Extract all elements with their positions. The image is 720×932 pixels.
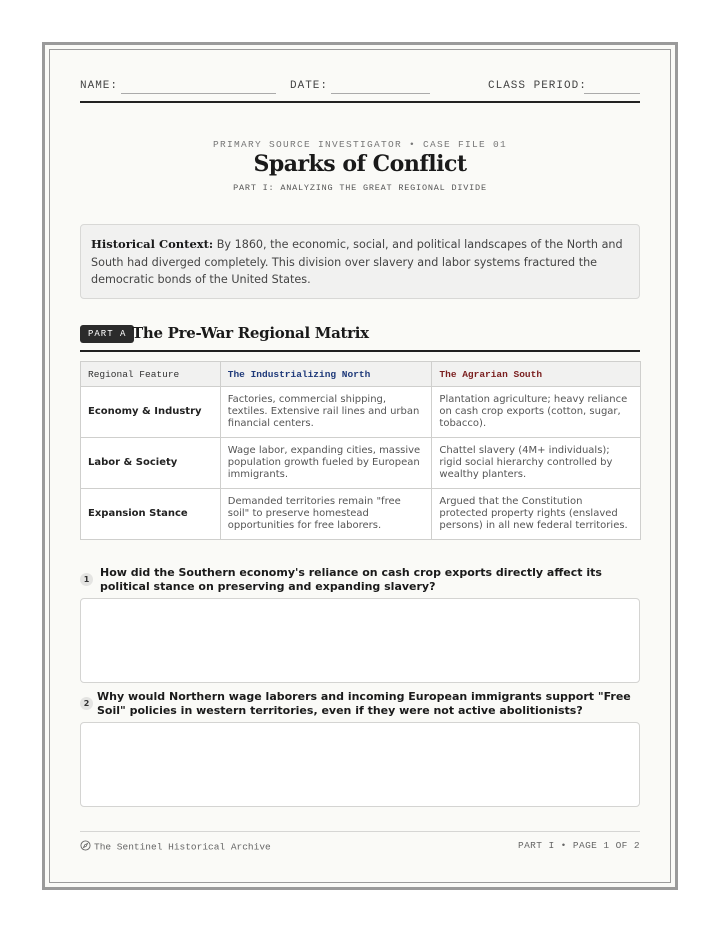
historical-context-box xyxy=(80,224,640,299)
column-header-north: The Industrializing North xyxy=(220,362,432,387)
context-text: By 1860, the economic, social, and political landscapes of the North and South had diverged completely. This division over slavery and labor systems fractured the democratic bonds of the United States. xyxy=(91,238,623,286)
footer-page-number: PART I • PAGE 1 OF 2 xyxy=(517,840,640,851)
class-period-field[interactable] xyxy=(584,93,640,94)
question-1 xyxy=(80,566,640,596)
row-north-cell: Demanded territories remain "free soil" to preserve homestead opportunities for free laborers. xyxy=(220,489,432,540)
row-feature: Labor & Society xyxy=(81,438,221,489)
table-row xyxy=(81,438,641,489)
footer-archive xyxy=(80,840,271,854)
table-row xyxy=(81,387,641,438)
case-file-eyebrow: PRIMARY SOURCE INVESTIGATOR • CASE FILE 01 xyxy=(212,139,508,150)
question-number-badge: 1 xyxy=(80,573,93,586)
row-north-cell: Factories, commercial shipping, textiles. Extensive rail lines and urban financial centers. xyxy=(220,387,432,438)
date-label: DATE: xyxy=(290,80,329,92)
class-period-label: CLASS PERIOD: xyxy=(488,80,587,92)
section-title: The Pre-War Regional Matrix xyxy=(132,324,369,342)
header-divider xyxy=(80,101,640,103)
student-info-header xyxy=(80,78,640,102)
row-south-cell: Argued that the Constitution protected property rights (enslaved persons) in all new federal territories. xyxy=(432,489,641,540)
footer-archive-text: The Sentinel Historical Archive xyxy=(94,841,271,853)
compass-icon xyxy=(80,840,91,854)
date-field[interactable] xyxy=(331,93,430,94)
column-header-south: The Agrarian South xyxy=(432,362,641,387)
column-header-feature: Regional Feature xyxy=(81,362,221,387)
footer-divider xyxy=(80,831,640,832)
page-title: Sparks of Conflict xyxy=(253,151,467,177)
question-number-badge: 2 xyxy=(80,697,93,710)
table-row xyxy=(81,489,641,540)
name-field[interactable] xyxy=(121,93,276,94)
question-text: Why would Northern wage laborers and incoming European immigrants support "Free Soil" policies in western territories, even if they were not active abolitionists? xyxy=(97,690,631,717)
page-subtitle: PART I: ANALYZING THE GREAT REGIONAL DIVIDE xyxy=(233,183,487,193)
table-header-row xyxy=(81,362,641,387)
context-label: Historical Context: xyxy=(91,237,214,251)
name-label: NAME: xyxy=(80,80,119,92)
row-south-cell: Chattel slavery (4M+ individuals); rigid social hierarchy controlled by wealthy planters. xyxy=(432,438,641,489)
row-south-cell: Plantation agriculture; heavy reliance on cash crop exports (cotton, sugar, tobacco). xyxy=(432,387,641,438)
question-text: How did the Southern economy's reliance on cash crop exports directly affect its political stance on preserving and expanding slavery? xyxy=(100,566,602,593)
regional-matrix-table xyxy=(80,361,641,540)
answer-box-2[interactable] xyxy=(80,722,640,807)
row-feature: Economy & Industry xyxy=(81,387,221,438)
section-header-part-a xyxy=(80,322,640,352)
answer-box-1[interactable] xyxy=(80,598,640,683)
question-2 xyxy=(80,690,640,720)
part-badge: PART A xyxy=(80,325,134,343)
row-north-cell: Wage labor, expanding cities, massive population growth fueled by European immigrants. xyxy=(220,438,432,489)
row-feature: Expansion Stance xyxy=(81,489,221,540)
